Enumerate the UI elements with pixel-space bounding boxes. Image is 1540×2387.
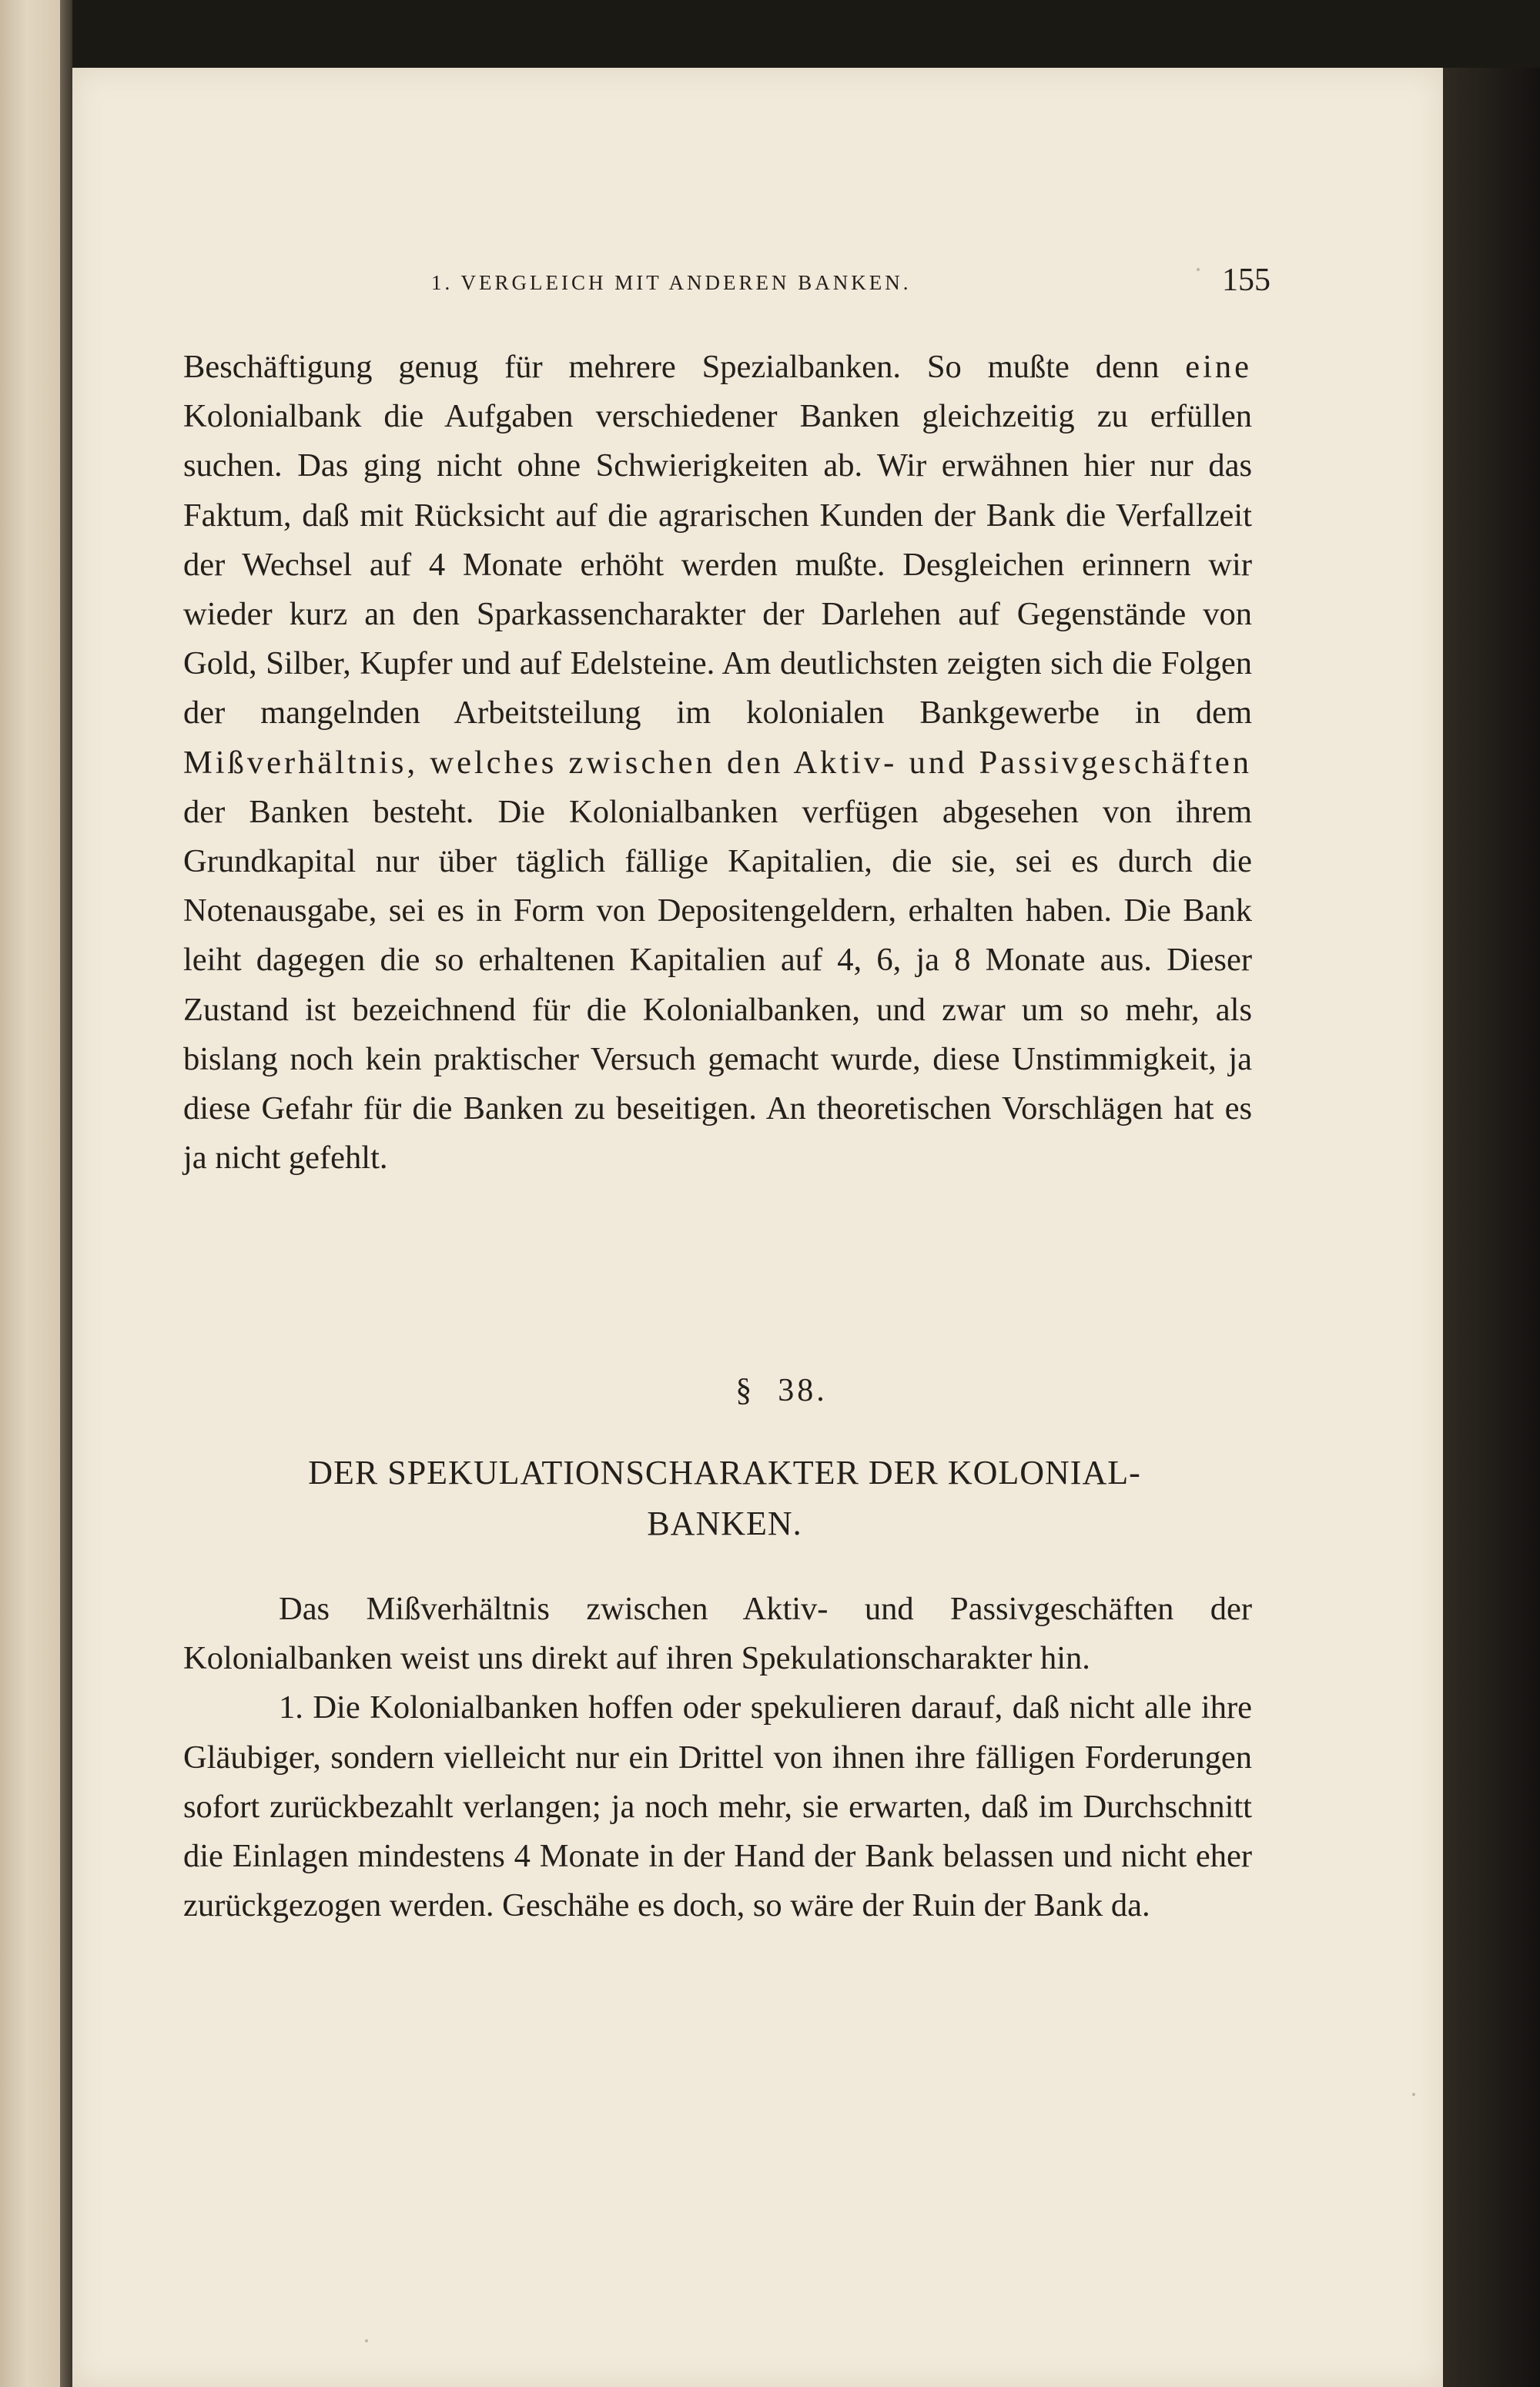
scan-top-shadow [72,0,1540,68]
body-text-top [183,343,1252,1183]
emphasized-word: eine [1185,349,1253,385]
page-number: 155 [1222,263,1270,298]
section-symbol: § [735,1373,755,1408]
section-heading-number [0,1372,1540,1409]
book-gutter [60,0,72,2387]
facing-page-edge [0,0,60,2387]
running-head [431,257,1270,303]
body-text-bottom [183,1585,1252,1930]
section-title [192,1448,1257,1549]
paragraph-text: der Banken besteht. Die Kolonialbanken verfügen abgesehen von ihrem Grundkapital nur über täglich fällige Kapitalien, die sie, sei es durch die Notenausgabe, sei es in Form von Depositengeldern, erhalten haben. Die Bank leiht dagegen die so erhaltenen Kapitalien auf 4, 6, ja 8 Monate aus. Dieser Zustand ist bezeichnend für die Kolonialbanken, und zwar um so mehr, als bislang noch kein praktischer Versuch gemacht wurde, diese Unstimmigkeit, ja diese Gefahr für die Banken zu beseitigen. An theoretischen Vorschlägen hat es ja nicht gefehlt. [183,793,1252,1177]
paragraph-text: Kolonialbank die Aufgaben verschiedener Banken gleichzeitig zu erfüllen suchen. Das ging nicht ohne Schwierigkeiten ab. Wir erwähnen hier nur das Faktum, daß mit Rücksicht auf die agrarischen Kunden der Bank die Verfallzeit der Wechsel auf 4 Monate erhöht werden mußte. Desgleichen erinnern wir wieder kurz an den Sparkassencharakter der Darlehen auf Gegenstände von Gold, Silber, Kupfer und auf Edelsteine. Am deutlichsten zeigten sich die Folgen der mangelnden Arbeitsteilung im kolonialen Bankgewerbe in dem [183,398,1252,732]
paragraph-continued [183,343,1252,1183]
section-number: 38. [778,1373,828,1408]
paper-fleck [365,2339,368,2342]
emphasized-phrase: Mißverhältnis, welches zwischen den Aktiv- und Passivgeschäften [183,744,1252,781]
running-title: 1. VERGLEICH MIT ANDEREN BANKEN. [431,271,912,294]
scan-right-shadow [1443,68,1540,2387]
section-title-line-2: BANKEN. [647,1505,802,1542]
paper-fleck [1412,2093,1415,2096]
paragraph: 1. Die Kolonialbanken hoffen oder spekulieren darauf, daß nicht alle ihre Gläubiger, sondern vielleicht nur ein Drittel von ihnen ihre fälligen Forderungen sofort zurückbezahlt verlangen; ja noch mehr, sie erwarten, daß im Durchschnitt die Einlagen mindestens 4 Monate in der Hand der Bank belassen und nicht eher zurückgezogen werden. Geschähe es doch, so wäre der Ruin der Bank da. [183,1689,1252,1924]
paragraph: Das Mißverhältnis zwischen Aktiv- und Passivgeschäften der Kolonialbanken weist uns direkt auf ihren Spekulationscharakter hin. [183,1591,1252,1677]
paragraph-text: Beschäftigung genug für mehrere Spezialbanken. So mußte denn [183,349,1160,385]
section-title-line-1: DER SPEKULATIONSCHARAKTER DER KOLONIAL- [308,1454,1141,1491]
